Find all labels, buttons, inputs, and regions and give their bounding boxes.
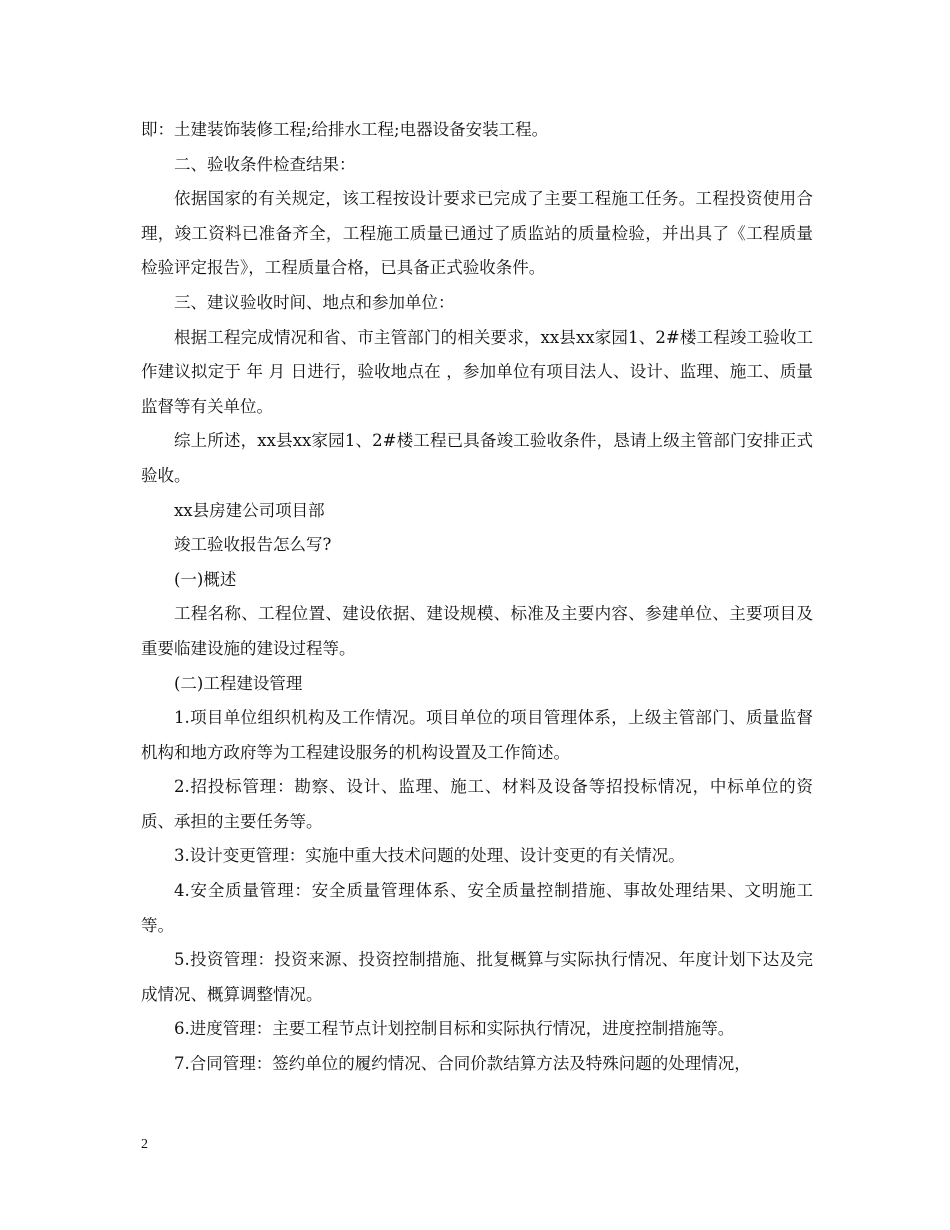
page-number: 2 bbox=[141, 1137, 148, 1152]
list-item: 2.招投标管理：勘察、设计、监理、施工、材料及设备等招投标情况，中标单位的资质、承担的主要任务等。 bbox=[141, 777, 813, 831]
subsection-heading: (二)工程建设管理 bbox=[174, 673, 303, 693]
paragraph: 依据国家的有关规定，该工程按设计要求已完成了主要工程施工任务。工程投资使用合理，竣工资料已准备齐全，工程施工质量已通过了质监站的质量检验，并出具了《工程质量检验评定报告》，工程质量合格，已具备正式验收条件。 bbox=[141, 189, 813, 278]
document-body bbox=[141, 113, 813, 1082]
paragraph: 根据工程完成情况和省、市主管部门的相关要求，xx县xx家园1、2#楼工程竣工验收工作建议拟定于 年 月 日进行，验收地点在 ，参加单位有项目法人、设计、监理、施工、质量监督等有关单位。 bbox=[141, 327, 813, 416]
paragraph: 即：土建装饰装修工程;给排水工程;电器设备安装工程。 bbox=[141, 120, 549, 139]
list-item: 5.投资管理：投资来源、投资控制措施、批复概算与实际执行情况、年度计划下达及完成情况、概算调整情况。 bbox=[141, 950, 813, 1004]
signature-line: xx县房建公司项目部 bbox=[174, 500, 325, 520]
section-heading: 三、建议验收时间、地点和参加单位： bbox=[174, 292, 455, 312]
paragraph: 综上所述，xx县xx家园1、2#楼工程已具备竣工验收条件，恳请上级主管部门安排正式验收。 bbox=[141, 431, 813, 485]
list-item: 4.安全质量管理：安全质量管理体系、安全质量控制措施、事故处理结果、文明施工等。 bbox=[141, 881, 813, 935]
section-heading: 二、验收条件检查结果： bbox=[174, 154, 356, 174]
subsection-heading: (一)概述 bbox=[174, 569, 237, 589]
list-item: 1.项目单位组织机构及工作情况。项目单位的项目管理体系，上级主管部门、质量监督机构和地方政府等为工程建设服务的机构设置及工作简述。 bbox=[141, 708, 813, 762]
section-heading: 竣工验收报告怎么写? bbox=[174, 535, 332, 555]
list-item: 3.设计变更管理：实施中重大技术问题的处理、设计变更的有关情况。 bbox=[174, 846, 685, 866]
paragraph: 工程名称、工程位置、建设依据、建设规模、标准及主要内容、参建单位、主要项目及重要临建设施的建设过程等。 bbox=[141, 604, 813, 658]
list-item: 7.合同管理：签约单位的履约情况、合同价款结算方法及特殊问题的处理情况， bbox=[174, 1054, 751, 1074]
list-item: 6.进度管理：主要工程节点计划控制目标和实际执行情况，进度控制措施等。 bbox=[174, 1019, 735, 1039]
